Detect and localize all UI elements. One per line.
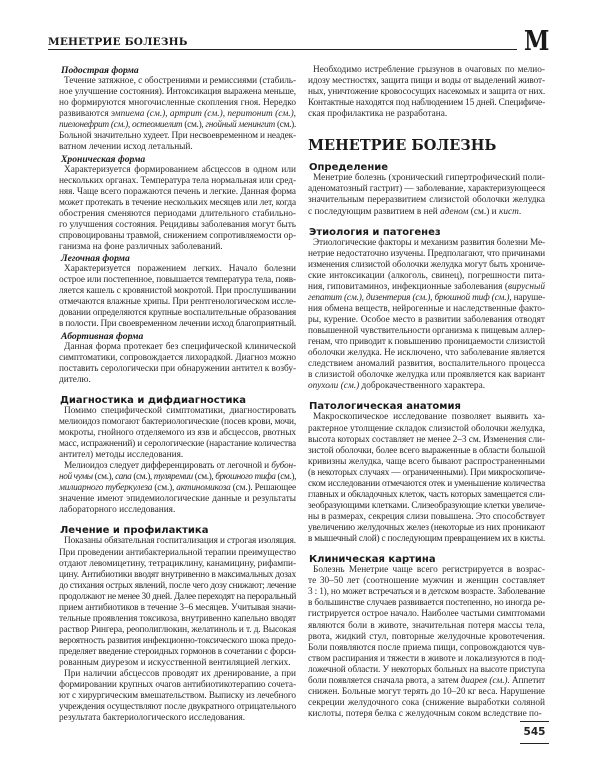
text-segment: ния, гиповитаминоз, инфекционные заболевания (	[308, 281, 508, 292]
text-line: няя. Чаще всего поражаются печень и легкие. Данная форма	[59, 186, 296, 197]
text-segment: (см.),	[275, 472, 297, 483]
cross-reference: артрит (см.)	[169, 109, 223, 120]
cross-reference: кист	[498, 206, 519, 217]
text-line: Течение затяжное, с обострениями и ремиссиями (стабиль-	[64, 76, 297, 87]
text-line: ют с хирургическим вмешательством. Выписку из лечебного	[59, 691, 297, 702]
cross-reference: перитонит (см.)	[227, 109, 294, 120]
text-line: ском исследовании отмечаются отек и уменьшение количества	[308, 478, 545, 489]
text-line: генам, что приводит к повышению проницаемости слизистой	[308, 337, 546, 348]
text-line: Больной значительно худеет. При несвоевременном и неадек-	[59, 131, 296, 142]
text-line: те 30–50 лет (соотношение мужчин и женщин составляет	[308, 576, 545, 587]
text-line: рвота, жидкий стул, повторные желудочные кровотечения.	[308, 631, 545, 642]
text-line: Этиологические факторы и механизм развития болезни Ме-	[313, 237, 545, 248]
section-heading: Диагностика и дифдиагностика	[60, 394, 247, 406]
text-segment: с последующим развитием в ней	[308, 206, 441, 217]
text-line: значение имеют эпидемиологические данные и результаты	[59, 494, 296, 505]
text-segment: (см.),	[131, 472, 154, 483]
text-line: повышенной чувствительности организма к пищевым аллер-	[308, 326, 545, 337]
text-line: нескольких органах. Температура тела нормальная или сред-	[59, 175, 296, 186]
text-line: раствор Рингера, реополиглюкин, желатиноль и т. д. Высокая	[59, 624, 296, 635]
text-line: гистрируется острое начало. Наиболее частыми симптомами	[308, 609, 545, 620]
subsection-heading: Хроническая форма	[61, 153, 146, 165]
text-line	[308, 676, 545, 687]
paragraph	[59, 342, 296, 386]
text-line: При проведении антибактериальной терапии преимущество	[59, 547, 296, 558]
text-line: го улучшения состояния. Рецидивы заболевания могут быть	[59, 219, 296, 230]
text-line	[59, 483, 296, 494]
text-line	[59, 472, 296, 483]
text-segment: .	[518, 206, 522, 217]
text-line: Боли появляются после приема пищи, сопровождаются чув-	[308, 642, 546, 653]
paragraph	[308, 173, 545, 217]
text-line: ных, уничтожение кровососущих насекомых и защита от них.	[308, 87, 545, 98]
text-segment: (см.),	[152, 483, 177, 494]
text-line: цину. Антибиотики вводят внутривенно в максимальных дозах	[59, 569, 296, 580]
cross-reference: аденом	[440, 206, 469, 217]
article-title: МЕНЕТРИЕ БОЛЕЗНЬ	[308, 137, 497, 155]
text-line: нетрие недостаточно изучены. Предполагают, что причинами	[308, 248, 545, 259]
text-segment: ,	[293, 109, 296, 120]
text-line: отмечаются влажные хрипы. При рентгенологическом иссле-	[59, 297, 297, 308]
text-line: Характеризуется поражением легких. Начало болезни	[64, 264, 296, 275]
text-line	[59, 120, 296, 131]
text-line: увеличению желудочных желез (некоторые из них проникают	[308, 523, 545, 534]
text-line: ганизма на фоне различных заболеваний.	[59, 242, 223, 252]
text-line: может протекать в течение нескольких месяцев или лет, когда	[59, 197, 296, 208]
text-line: ложечной области. У некоторых больных на высоте приступа	[308, 664, 545, 675]
text-line: мокроты, гнойного отделяемого из язв и абсцессов, рвотных	[59, 427, 296, 438]
subsection-heading: Подострая форма	[61, 65, 139, 76]
text-line: спровоцированы травмой, снижением сопротивляемости ор-	[59, 230, 296, 241]
text-line: поставить серологически при обнаружении антител к возбу-	[59, 363, 296, 374]
text-line: дителю.	[59, 374, 91, 385]
text-line	[59, 109, 296, 120]
text-line: до стихания острых явлений, после чего дозу снижают; лечение	[59, 580, 296, 591]
left-column	[59, 65, 296, 725]
cross-reference: эмпиема (см.)	[110, 109, 166, 120]
text-line: При наличии абсцессов проводят их дренирование, а при	[64, 669, 296, 680]
text-line: Необходимо истребление грызунов в очаговых по мелио-	[313, 65, 545, 75]
cross-reference: гепатит (см.)	[308, 292, 362, 303]
text-segment: боли появляется сначала рвота, а затем	[308, 675, 461, 686]
text-line: высота которых составляет не менее 2–3 см. Изменения сли-	[308, 434, 545, 445]
section-heading: Этиология и патогенез	[309, 226, 441, 238]
text-line: аденоматозный гастрит) — заболевание, характеризующееся	[308, 184, 546, 195]
cross-reference: бубон-	[271, 461, 296, 472]
text-segment: ,	[165, 109, 170, 120]
cross-reference: остеомиелит	[131, 120, 183, 131]
text-line: ская профилактика не разработана.	[308, 109, 448, 120]
text-line: значительным переразвитием слизистой оболочки желудка	[308, 195, 545, 206]
text-line: но формируются многочисленные скопления гноя. Нередко	[59, 98, 296, 109]
cross-reference: диарея (см.)	[460, 675, 508, 686]
section-letter: М	[524, 26, 550, 57]
text-line: острое или постепенное, повышается температура тела, появ-	[59, 275, 296, 286]
text-line	[308, 381, 545, 392]
right-column	[308, 65, 545, 720]
text-line: симптоматики, сопровождается лихорадкой. Диагноз можно	[59, 352, 297, 363]
text-line: в большинстве случаев развивается постепенно, но иногда ре-	[308, 598, 546, 609]
text-line: ством распирания и тяжести в животе и локализуются в под-	[308, 653, 545, 664]
paragraph	[59, 669, 296, 724]
text-line: идозу местностях, защита пищи и воды от выделений живот-	[308, 76, 546, 87]
text-line: снижен. Больные могут терять до 10–20 кг веса. Нарушение	[308, 686, 545, 697]
section-heading: Клиническая картина	[309, 554, 436, 566]
cross-reference: актиномикоза	[176, 483, 231, 494]
paragraph	[308, 412, 545, 545]
text-line: Контактные находятся под наблюдением 15 дней. Специфиче-	[308, 98, 546, 109]
text-line	[308, 293, 545, 304]
cross-reference: дизентерия (см.)	[365, 292, 431, 303]
header-divider	[48, 49, 517, 50]
text-segment: (см.) и	[468, 206, 499, 217]
text-line: отдают левомицетину, тетрациклину, канамицину, рифампи-	[59, 558, 296, 569]
text-line: в слизистой оболочке желудка или проявляется как вариант	[308, 370, 545, 381]
section-heading: Патологическая анатомия	[309, 401, 461, 413]
text-line: продолжают не менее 30 дней. Далее переходят на пероральный	[59, 591, 297, 602]
paragraph	[59, 536, 296, 669]
text-segment: (см.).	[274, 120, 297, 131]
cross-reference: туляремии	[153, 472, 193, 483]
text-line: следствием аномалий развития, воспалительного процесса	[308, 359, 545, 370]
text-line: мелиоидоз помогают бактериологические (посев крови, мочи,	[59, 416, 297, 427]
text-line: ния обмена веществ, нейрогенные и наследственные факто-	[308, 303, 545, 314]
cross-reference: брюшного тифа	[215, 472, 276, 483]
text-line: зеобразующими клетками. Слизеобразующие клетки увеличе-	[308, 500, 546, 511]
text-line	[59, 461, 296, 472]
text-segment: ,	[361, 292, 366, 303]
text-line: вероятность развития инфекционно-токсического шока предо-	[59, 636, 297, 646]
paragraph	[59, 264, 296, 330]
text-line: прием антибиотиков в течение 3–6 месяцев. Учитывая значи-	[59, 602, 296, 613]
text-segment: ,	[430, 292, 435, 303]
text-line: являются боли в животе, значительная потеря массы тела,	[308, 620, 545, 631]
text-line: в полости. При своевременном лечении исход благоприятный.	[59, 319, 297, 330]
cross-reference: опухоли (см.)	[308, 381, 360, 392]
page-number: 545	[520, 721, 549, 744]
running-header-title: МЕНЕТРИЕ БОЛЕЗНЬ	[48, 36, 188, 48]
text-line: главных и обкладочных клеток, часть которых замещается сли-	[308, 489, 545, 500]
section-heading: Определение	[309, 162, 389, 174]
text-line: ские интоксикации (алкоголь, свинец), погрешности пита-	[308, 270, 545, 281]
text-segment: , наруше-	[509, 292, 546, 303]
text-line: Характеризуется формированием абсцессов в одном или	[64, 164, 296, 175]
text-line: 3 : 1), но может встречаться и в детском возрасте. Заболевание	[308, 587, 546, 598]
text-line: кривизны желудка, чаще всего бывают распространенными	[308, 456, 545, 467]
paragraph	[59, 406, 296, 461]
text-line: ляется кашель с кровянистой мокротой. При прослушивании	[59, 286, 297, 297]
paragraph	[59, 76, 296, 153]
paragraph	[308, 565, 545, 720]
cross-reference: милиарного туберкулеза	[59, 483, 153, 494]
text-segment: (см.),	[192, 472, 216, 483]
text-line: масс, испражнений) и серологические (нарастание количества	[59, 439, 296, 449]
section-heading: Лечение и профилактика	[60, 525, 209, 537]
text-line: лабораторного исследования.	[59, 505, 176, 516]
text-line: Помимо специфической симптоматики, диагностировать	[64, 405, 296, 416]
text-segment: Мелиоидоз следует дифференцировать от легочной и	[64, 461, 272, 472]
text-line	[308, 282, 545, 293]
paragraph	[308, 238, 545, 393]
paragraph	[308, 65, 545, 120]
text-segment: (см.). Решающее	[230, 483, 297, 494]
text-line: ватном лечении исход летальный.	[59, 142, 193, 153]
text-line: Макроскопическое исследование позволяет выявить ха-	[313, 412, 545, 423]
cross-reference: гнойный менингит	[205, 120, 275, 131]
cross-reference: ной чумы	[59, 472, 93, 483]
text-line: пределяет введение стероидных гормонов в сочетании с форси-	[59, 647, 297, 658]
text-line: ное улучшение состояния). Интоксикация выражена меньше,	[59, 87, 297, 98]
text-line: Показаны обязательная госпитализация и строгая изоляция.	[64, 536, 296, 547]
text-segment: ,	[222, 109, 228, 120]
text-line: ры, курение. Особое место в развитии заболевания отводят	[308, 315, 545, 325]
subsection-heading: Абортивная форма	[61, 330, 144, 342]
text-line: изменения слизистой оболочки желудка могут быть хрониче-	[308, 259, 545, 270]
text-line: учреждения осуществляют после двукратного отрицательного	[59, 702, 297, 713]
text-line	[308, 207, 545, 218]
text-line: в мышечный слой) с последующим превращением их в кисты.	[308, 534, 545, 545]
text-segment: (см.),	[92, 472, 116, 483]
text-line: антител) методы исследования.	[59, 450, 184, 461]
text-line: оболочки желудка. Не исключено, что заболевание является	[308, 348, 546, 359]
text-segment: развиваются	[59, 109, 111, 120]
text-line: тельные проявления токсикоза, внутривенно капельно вводят	[59, 613, 296, 624]
text-line: результата бактериологического исследования.	[59, 713, 246, 724]
text-segment: ,	[127, 120, 132, 131]
text-line: (в некоторых случаях — ограниченными). При микроскопиче-	[308, 467, 546, 478]
text-line: Болезнь Менетрие чаще всего регистрируется в возрас-	[313, 565, 545, 576]
cross-reference: сапа	[115, 472, 132, 483]
text-line: Данная форма протекает без специфической клинической	[64, 341, 296, 352]
text-segment: . Аппетит	[507, 675, 546, 686]
paragraph	[59, 165, 296, 254]
text-line: Менетрие болезнь (хронический гипертрофический поли-	[313, 173, 545, 184]
subsection-heading: Легочная форма	[61, 253, 130, 265]
text-line: рованным диурезом и искусственной вентиляцией легких.	[59, 658, 291, 669]
text-line: рактерное утолщение складок слизистой оболочки желудка,	[308, 423, 546, 434]
text-line: ны в размерах, секреция слизи повышена. Это способствует	[308, 512, 545, 522]
cross-reference: пиелонефрит (см.)	[59, 120, 128, 131]
text-line: довании определяются крупные воспалительные образования	[59, 308, 297, 319]
text-line: зистой оболочки, более всего выраженные в области большой	[308, 445, 546, 456]
text-segment: доброкачественного характера.	[359, 381, 486, 392]
text-segment: (см.),	[182, 120, 206, 131]
text-line: формировании крупных очагов антибиотикотерапию сочета-	[59, 680, 296, 691]
text-line: кислоты, потеря белка с желудочным соком вследствие по-	[308, 709, 542, 719]
text-line: обострения сменяются периодами длительного стабильно-	[59, 208, 296, 219]
text-line: секреции желудочного сока (снижение выработки соляной	[308, 697, 545, 708]
paragraph	[59, 461, 296, 516]
cross-reference: вирусный	[507, 281, 545, 292]
cross-reference: брюшной тиф (см.)	[434, 292, 510, 303]
